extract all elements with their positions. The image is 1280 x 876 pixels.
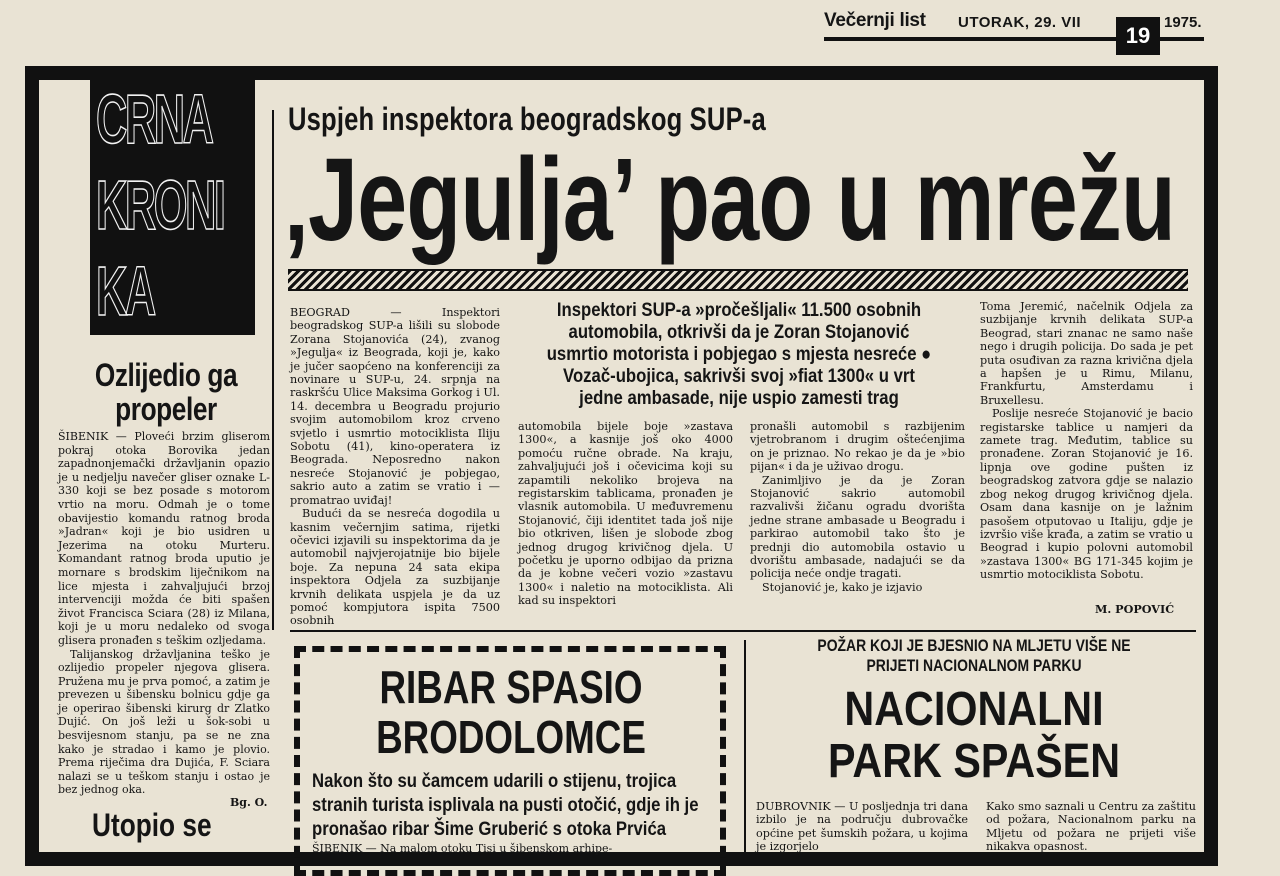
column-divider: [272, 110, 274, 630]
section-divider: [290, 630, 1196, 632]
section-logo: [90, 80, 255, 335]
main-story-headline: ‚Jegulja’ pao u mrežu: [284, 134, 1176, 266]
side-story-paragraph: Talijanskog državljanina teško je ozlijedio propeler njegova glisera. Pružena mu je prva pomoć, a zatim je prevezen u šibensku bolnicu gdje ga je operirao šibenski kirurg dr Zlatko Dujić. On još leži u šok-sobi u besvijesnom stanju, pa se ne zna kako je stradao i kamo je plovio. Prema riječima dra Dujića, F. Sciara nalazi se u teškom stanju i ostao je bez jednog oka.: [58, 647, 270, 797]
section-logo-word: KA: [96, 252, 154, 330]
masthead-rule-right: [1160, 37, 1204, 41]
boxed-story-body: ŠIBENIK — Na malom otoku Tisi u šibenskom arhipe-: [312, 842, 613, 855]
main-story-column-4: [980, 300, 1193, 582]
main-story-paragraph: automobila bijele boje »zastava 1300«, a kasnije još oko 4000 pomoću ručne obrade. Na kraju, zahvaljujući još i očevicima koji su zapamtili nekoliko brojeva na registarskim tablicama, pronađen je vlasnik automobila. U međuvremenu Stojanović, čiji identitet tada još nije bio otkriven, lišen je slobode zbog jednog drugog krivičnog djela. U početku je uporno odbijao da prizna da je kobne večeri vozio »zastavu 1300« i naletio na motociklista. Ali kad su inspektori: [518, 420, 733, 608]
main-story-kicker: Uspjeh inspektora beogradskog SUP-a: [288, 101, 766, 137]
side-story-headline: Ozlijedio ga propeler: [94, 357, 238, 427]
main-story-deck: Inspektori SUP-a »pročešljali« 11.500 osobnih automobila, otkrivši da je Zoran Stojanović usmrtio motorista i pobjegao s mjesta nesreće ● Vozač-ubojica, sakrivši svoj »fiat 1300« u vrt jedne ambasade, nije uspio zamesti trag: [546, 300, 932, 409]
main-story-paragraph: Zanimljivo je da je Zoran Stojanović sakrio automobil razvalivši žičanu ogradu dvorišta jedne strane ambasade u Beogradu i parkirao automobil tako što je prednji dio automobila ostavio u dvorištu ambasade, nadajući se da policija neće ondje tragati.: [750, 473, 965, 581]
next-story-headline: Utopio se: [92, 807, 212, 843]
section-logo-word: CRNA: [96, 80, 212, 158]
park-story-kicker: POŽAR KOJI JE BJESNIO NA MLJETU VIŠE NE PRIJETI NACIONALNOM PARKU: [817, 636, 1131, 675]
issue-date: UTORAK, 29. VII: [958, 14, 1082, 31]
park-story-headline: NACIONALNI PARK SPAŠEN: [827, 683, 1121, 788]
bottom-column-divider: [744, 640, 746, 860]
main-story-signature: M. POPOVIĆ: [1095, 602, 1175, 616]
issue-year: 1975.: [1164, 14, 1202, 31]
boxed-story-deck: Nakon što su čamcem udarili o stijenu, trojica stranih turista isplivala na pusti otočić, gdje ih je pronašao ribar Šime Gruberić s otoka Prvića: [312, 771, 699, 840]
main-story-paragraph: Toma Jeremić, načelnik Odjela za suzbijanje krvnih delikata SUP-a Beograd, stari znanac ne samo naše nego i drugih policija. Do sada je pet puta osuđivan za razna krivična djela a hapšen je u Rimu, Milanu, Frankfurtu, Amsterdamu i Bruxellesu.: [980, 300, 1193, 407]
main-story-paragraph: BEOGRAD — Inspektori beogradskog SUP-a lišili su slobode Zorana Stojanovića (24), zvanog »Jegulja« iz Beograda, koji je, kako je jučer saopćeno na konferenciji za novinare u SUP-u, 24. srpnja na raskršću Ulice Maksima Gorkog i Ul. 14. decembra u Beogradu projurio svojim automobilom kroz crveno svjetlo i usmrtio motociklista Iliju Sobotu (41), kino-operatera iz Beograda. Neposredno nakon nesreće Stojanović je pobjegao, sakrio auto a zatim se vratio i — promatrao uviđaj!: [290, 306, 500, 507]
main-story-paragraph: Budući da se nesreća dogodila u kasnim večernjim satima, rijetki očevici izjavili su inspektorima da je automobil najvjerojatnije bio bijele boje. Za nepuna 24 sata ekipa inspektora Odjela za suzbijanje krvnih delikata uspjela je da uz pomoć kompjutora ispita 7500 osobnih: [290, 507, 500, 628]
park-story-column-2: Kako smo saznali u Centru za zaštitu od požara, Nacionalnom parku na Mljetu od požara ne prijeti više nikakva opasnost.: [986, 800, 1196, 854]
main-story-paragraph: pronašli automobil s razbijenim vjetrobranom i drugim oštećenjima on je priznao. No rekao je da je »bio pijan« i da je uživao drogu.: [750, 420, 965, 474]
main-story-paragraph: Stojanović je, kako je izjavio: [762, 580, 923, 594]
masthead-rule: [824, 37, 1120, 41]
side-story-signature: Bg. O.: [230, 796, 268, 809]
page-number: 19: [1116, 17, 1160, 55]
park-story-column-1: DUBROVNIK — U posljednja tri dana izbilo je na području dubrovačke općine pet šumskih požara, u kojima je izgorjelo: [756, 800, 968, 854]
newspaper-name: Večernji list: [824, 10, 926, 31]
main-story-column-2: [518, 420, 733, 608]
side-story-body: [58, 430, 270, 797]
main-story-paragraph: Poslije nesreće Stojanović je bacio registarske tablice u namjeri da zamete trag. Međutim, tablice su pronađene. Zoran Stojanović je 16. lipnja ove godine pušten iz beogradskog zatvora gdje se nalazio zbog nekog drugog krivičnog djela. Osam dana kasnije on je lažnim pasošem otputovao u Italiju, gdje je izvršio više krađa, a zatim se vratio u Beograd i kupio polovni automobil »zastava 1300« BG 171-345 kojim je usmrtio motociklista Sobotu.: [980, 407, 1193, 582]
main-story-column-1: [290, 306, 500, 628]
main-story-column-3: [750, 420, 965, 594]
side-story-paragraph: ŠIBENIK — Ploveći brzim gliserom pokraj otoka Borovika jedan zapadnonjemački državljanin opazio je u nedjelju navečer gliser oznake L-330 koji se bez posade s motorom vrtio na moru. Odmah je o tome obavijestio komandu ratnog broda »Jadran« koji je bio usidren u Jezerima na otoku Murteru. Komandant ratnog broda uputio je mornare s brodskim liječnikom na lice mjesta i zahvaljujući brzoj intervenciji možda će biti spašen život Francisca Sciara (28) iz Milana, koji je u moru nedaleko od svoga glisera pronađen s teškim ozljedama.: [58, 430, 270, 647]
boxed-story-headline: RIBAR SPASIO BRODOLOMCE: [376, 661, 646, 763]
hatched-rule: [288, 269, 1188, 291]
section-logo-word: KRONI: [96, 166, 224, 244]
